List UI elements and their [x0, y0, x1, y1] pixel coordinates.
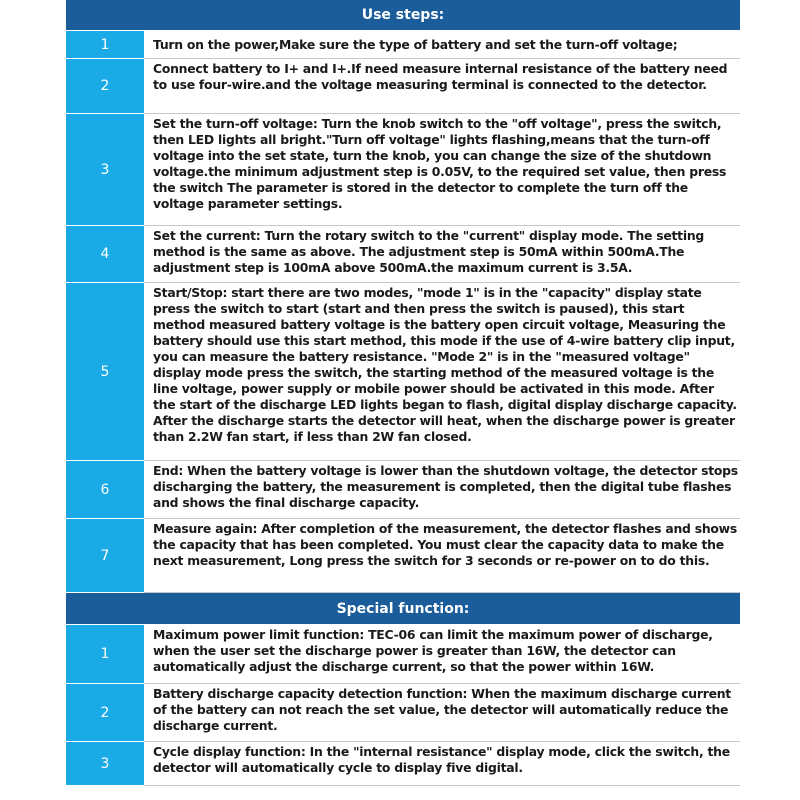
step-text: Connect battery to I+ and I+.If need measure internal resistance of the battery need to use four-wire.and the voltage measuring terminal is connected to the detector.: [144, 59, 740, 113]
use-step-row: [66, 31, 740, 59]
step-number: 3: [66, 114, 144, 226]
use-step-row: [66, 461, 740, 519]
use-step-row: [66, 59, 740, 114]
step-number: 7: [66, 519, 144, 593]
step-text: Set the current: Turn the rotary switch to the "current" display mode. The setting method is the same as above. The adjustment step is 50mA within 500mA.The adjustment step is 100mA above 500mA.the maximum current is 3.5A.: [144, 226, 740, 282]
special-function-row: [66, 742, 740, 786]
step-number: 1: [66, 31, 144, 59]
function-text: Maximum power limit function: TEC-06 can limit the maximum power of discharge, when the user set the discharge power is greater than 16W, the detector can automatically adjust the discharge current, so that the power within 16W.: [144, 625, 740, 683]
use-step-row: [66, 114, 740, 226]
function-number: 1: [66, 625, 144, 684]
function-text: Battery discharge capacity detection function: When the maximum discharge current of the battery can not reach the set value, the detector will automatically reduce the discharge current.: [144, 684, 740, 741]
step-number: 4: [66, 226, 144, 283]
function-text: Cycle display function: In the "internal resistance" display mode, click the switch, the detector will automatically cycle to display five digital.: [144, 742, 740, 785]
special-function-row: [66, 625, 740, 684]
instruction-sheet: [66, 0, 740, 786]
use-step-row: [66, 519, 740, 593]
step-number: 2: [66, 59, 144, 114]
step-text: End: When the battery voltage is lower than the shutdown voltage, the detector stops discharging the battery, the measurement is completed, then the digital tube flashes and shows the final discharge capacity.: [144, 461, 740, 518]
use-step-row: [66, 226, 740, 283]
use-step-row: [66, 283, 740, 461]
function-number: 2: [66, 684, 144, 742]
step-text: Turn on the power,Make sure the type of battery and set the turn-off voltage;: [144, 31, 740, 58]
step-text: Measure again: After completion of the measurement, the detector flashes and shows the capacity that has been completed. You must clear the capacity data to make the next measurement, Long press the switch for 3 seconds or re-power on to do this.: [144, 519, 740, 592]
special-function-row: [66, 684, 740, 742]
step-text: Start/Stop: start there are two modes, "mode 1" is in the "capacity" display state press the switch to start (start and then press the switch is paused), this start method measured battery voltage is the battery open circuit voltage, Measuring the battery should use this start method, this mode if the use of 4-wire battery clip input, you can measure the battery resistance. "Mode 2" is in the "measured voltage" display mode press the switch, the starting method of the measured voltage is the line voltage, power supply or mobile power should be activated in this mode. After the start of the discharge LED lights began to flash, digital display discharge capacity. After the discharge starts the detector will heat, when the discharge power is greater than 2.2W fan start, if less than 2W fan closed.: [144, 283, 740, 460]
step-number: 5: [66, 283, 144, 461]
step-text: Set the turn-off voltage: Turn the knob switch to the "off voltage", press the switch, then LED lights all bright."Turn off voltage" lights flashing,means that the turn-off voltage into the set state, turn the knob, you can change the size of the shutdown voltage.the minimum adjustment step is 0.05V, to the required set value, then press the switch The parameter is stored in the detector to complete the turn off the voltage parameter settings.: [144, 114, 740, 225]
function-number: 3: [66, 742, 144, 786]
use-steps-header: Use steps:: [66, 0, 740, 31]
special-function-header: Special function:: [66, 593, 740, 625]
step-number: 6: [66, 461, 144, 519]
